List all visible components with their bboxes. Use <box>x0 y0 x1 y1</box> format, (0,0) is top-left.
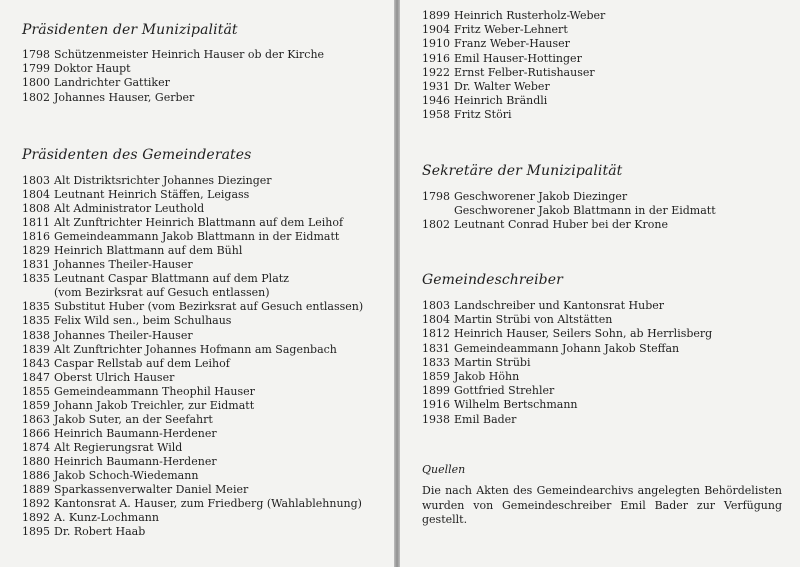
entry-year: 1899 <box>422 384 450 398</box>
list-entry <box>22 300 363 314</box>
entry-year: 1816 <box>22 230 50 244</box>
list-entry <box>22 76 324 90</box>
entry-year: 1899 <box>422 9 450 22</box>
entry-text: Kantonsrat A. Hauser, zum Friedberg (Wahlablehnung) <box>54 497 362 511</box>
entry-year: 1803 <box>422 299 450 312</box>
entry-text: Geschworener Jakob Blattmann in der Eidmatt <box>454 204 716 218</box>
list-entry <box>22 202 363 216</box>
entry-text: Heinrich Rusterholz-Weber <box>454 9 606 22</box>
list-entry <box>22 244 363 258</box>
list-entry <box>22 329 363 343</box>
list-entry <box>22 413 363 427</box>
entry-text: Schützenmeister Heinrich Hauser ob der Kirche <box>54 48 325 61</box>
entry-text: Felix Wild sen., beim Schulhaus <box>54 314 232 328</box>
entry-text: Ernst Felber-Rutishauser <box>454 65 595 79</box>
entry-text: Martin Strübi <box>454 355 531 369</box>
entry-text: Gemeindeammann Jakob Blattmann in der Eidmatt <box>54 230 340 244</box>
list-entry <box>22 497 363 511</box>
entry-year: 1802 <box>22 90 50 104</box>
entry-text: Substitut Huber (vom Bezirksrat auf Gesuch entlassen) <box>54 300 364 314</box>
entry-year: 1916 <box>422 398 450 412</box>
entry-text: Oberst Ulrich Hauser <box>54 370 175 384</box>
list-entry <box>22 188 363 202</box>
entry-text: Franz Weber-Hauser <box>454 37 570 51</box>
entry-text: Heinrich Brändli <box>454 94 548 108</box>
list-entry <box>422 108 605 122</box>
list-entry <box>422 66 605 80</box>
entry-year: 1804 <box>422 313 450 327</box>
entry-year: 1931 <box>422 80 450 94</box>
list-entry <box>22 469 363 483</box>
list-entry <box>22 371 363 385</box>
praesidenten-gemeinderat-list <box>22 174 363 539</box>
entry-text: Fritz Weber-Lehnert <box>454 23 568 37</box>
entry-text: Gemeindeammann Theophil Hauser <box>54 384 255 398</box>
entry-text: Johannes Theiler-Hauser <box>54 328 193 342</box>
entry-year: 1866 <box>22 426 50 440</box>
entry-year: 1838 <box>22 328 50 342</box>
list-entry <box>22 91 324 105</box>
entry-year: 1859 <box>22 398 50 412</box>
entry-year: 1859 <box>422 370 450 384</box>
entry-text: Landrichter Gattiker <box>54 76 170 90</box>
list-entry <box>22 258 363 272</box>
entry-year: 1800 <box>22 76 50 90</box>
list-entry <box>22 62 324 76</box>
entry-text: Dr. Robert Haab <box>54 525 146 539</box>
list-entry <box>22 525 363 539</box>
sekretaere-list <box>422 190 716 233</box>
list-entry <box>422 80 605 94</box>
list-entry <box>22 399 363 413</box>
list-entry <box>22 216 363 230</box>
entry-text: Heinrich Baumann-Herdener <box>54 454 217 468</box>
entry-text: Emil Bader <box>454 412 517 426</box>
entry-text: Heinrich Blattmann auf dem Bühl <box>54 244 243 258</box>
quellen-text: Die nach Akten des Gemeindearchivs angelegten Behördelisten wurden von Gemeindeschreiber Emil Bader zur Verfügung gestellt. <box>422 484 782 526</box>
list-entry <box>422 218 716 232</box>
list-entry <box>22 385 363 399</box>
entry-year: 1938 <box>422 412 450 426</box>
sekretaere-heading: Sekretäre der Munizipalität <box>422 163 623 179</box>
list-entry <box>422 356 712 370</box>
entry-text: Martin Strübi von Altstätten <box>454 313 613 327</box>
list-entry <box>422 370 712 384</box>
left-page <box>0 0 394 567</box>
praesidenten-munizipalitaet-heading: Präsidenten der Munizipalität <box>22 22 238 38</box>
entry-text: Johann Jakob Treichler, zur Eidmatt <box>54 398 255 412</box>
entry-year: 1835 <box>22 314 50 328</box>
entry-year: 1831 <box>422 341 450 355</box>
list-entry <box>22 286 363 300</box>
list-entry <box>422 9 605 23</box>
entry-year: 1916 <box>422 51 450 65</box>
entry-year: 1892 <box>22 497 50 511</box>
entry-year: 1808 <box>22 202 50 216</box>
entry-year: 1874 <box>22 440 50 454</box>
entry-year: 1833 <box>422 355 450 369</box>
entry-year: 1831 <box>22 258 50 272</box>
entry-text: Fritz Störi <box>454 108 512 122</box>
praesidenten-gemeinderat-heading: Präsidenten des Gemeinderates <box>22 147 252 163</box>
list-entry <box>22 511 363 525</box>
entry-text: Alt Administrator Leuthold <box>54 202 205 216</box>
entry-year: 1863 <box>22 412 50 426</box>
gemeindeschreiber-heading: Gemeindeschreiber <box>422 272 563 288</box>
list-entry <box>22 483 363 497</box>
entry-text: Caspar Rellstab auf dem Leihof <box>54 356 230 370</box>
entry-text: Heinrich Baumann-Herdener <box>54 426 217 440</box>
list-entry <box>422 313 712 327</box>
list-entry <box>22 343 363 357</box>
entry-text: Alt Regierungsrat Wild <box>54 440 183 454</box>
list-entry <box>422 413 712 427</box>
list-entry <box>22 455 363 469</box>
entry-year: 1847 <box>22 370 50 384</box>
entry-year: 1889 <box>22 483 50 497</box>
entry-text: Leutnant Heinrich Stäffen, Leigass <box>54 188 250 202</box>
praesidenten-continued-list <box>422 9 605 123</box>
list-entry <box>422 299 712 313</box>
praesidenten-munizipalitaet-list <box>22 48 324 105</box>
entry-text: Leutnant Conrad Huber bei der Krone <box>454 218 668 232</box>
entry-text: Alt Distriktsrichter Johannes Diezinger <box>54 174 272 187</box>
entry-year: 1803 <box>22 174 50 187</box>
quellen-heading: Quellen <box>422 463 466 476</box>
entry-text: Sparkassenverwalter Daniel Meier <box>54 483 249 497</box>
entry-text: Gemeindeammann Johann Jakob Steffan <box>454 341 680 355</box>
entry-text: Alt Zunftrichter Johannes Hofmann am Sagenbach <box>54 342 337 356</box>
list-entry <box>22 48 324 62</box>
entry-year: 1892 <box>22 511 50 525</box>
entry-year: 1799 <box>22 62 50 76</box>
entry-text: Leutnant Caspar Blattmann auf dem Platz <box>54 272 289 286</box>
entry-text: Alt Zunftrichter Heinrich Blattmann auf dem Leihof <box>54 216 344 230</box>
list-entry <box>22 174 363 188</box>
entry-year: 1829 <box>22 244 50 258</box>
entry-year: 1843 <box>22 356 50 370</box>
list-entry <box>22 272 363 286</box>
entry-text: Dr. Walter Weber <box>454 80 550 94</box>
entry-text: Emil Hauser-Hottinger <box>454 51 582 65</box>
list-entry <box>422 342 712 356</box>
gemeindeschreiber-list <box>422 299 712 427</box>
entry-text: Jakob Höhn <box>454 370 520 384</box>
entry-year: 1958 <box>422 108 450 122</box>
entry-text: Johannes Hauser, Gerber <box>54 90 195 104</box>
entry-year: 1880 <box>22 454 50 468</box>
entry-text: A. Kunz-Lochmann <box>54 511 159 525</box>
entry-text: Gottfried Strehler <box>454 384 555 398</box>
entry-text: Jakob Suter, an der Seefahrt <box>54 412 213 426</box>
entry-year: 1802 <box>422 218 450 232</box>
entry-year: 1922 <box>422 65 450 79</box>
list-entry <box>422 94 605 108</box>
list-entry <box>22 230 363 244</box>
entry-year: 1910 <box>422 37 450 51</box>
entry-year: 1895 <box>22 525 50 539</box>
entry-year: 1855 <box>22 384 50 398</box>
entry-year: 1798 <box>22 48 50 61</box>
list-entry <box>422 52 605 66</box>
list-entry <box>422 190 716 204</box>
right-page <box>400 0 800 567</box>
entry-text: Landschreiber und Kantonsrat Huber <box>454 299 665 312</box>
entry-year: 1798 <box>422 190 450 203</box>
entry-text: Heinrich Hauser, Seilers Sohn, ab Herrlisberg <box>454 327 713 341</box>
list-entry <box>422 37 605 51</box>
entry-text: Geschworener Jakob Diezinger <box>454 190 628 203</box>
entry-text: Doktor Haupt <box>54 62 131 76</box>
entry-year: 1946 <box>422 94 450 108</box>
entry-year: 1839 <box>22 342 50 356</box>
entry-year: 1835 <box>22 300 50 314</box>
list-entry <box>422 384 712 398</box>
list-entry <box>22 441 363 455</box>
entry-text: Wilhelm Bertschmann <box>454 398 578 412</box>
entry-year: 1811 <box>22 216 50 230</box>
list-entry <box>422 23 605 37</box>
list-entry <box>22 427 363 441</box>
entry-text: Jakob Schoch-Wiedemann <box>54 468 199 482</box>
list-entry <box>422 398 712 412</box>
entry-text: (vom Bezirksrat auf Gesuch entlassen) <box>54 286 270 300</box>
list-entry <box>422 204 716 218</box>
entry-year: 1804 <box>22 188 50 202</box>
entry-year: 1904 <box>422 23 450 37</box>
list-entry <box>22 314 363 328</box>
entry-text: Johannes Theiler-Hauser <box>54 258 193 272</box>
entry-year: 1835 <box>22 272 50 286</box>
list-entry <box>22 357 363 371</box>
list-entry <box>422 327 712 341</box>
entry-year: 1886 <box>22 468 50 482</box>
entry-year: 1812 <box>422 327 450 341</box>
